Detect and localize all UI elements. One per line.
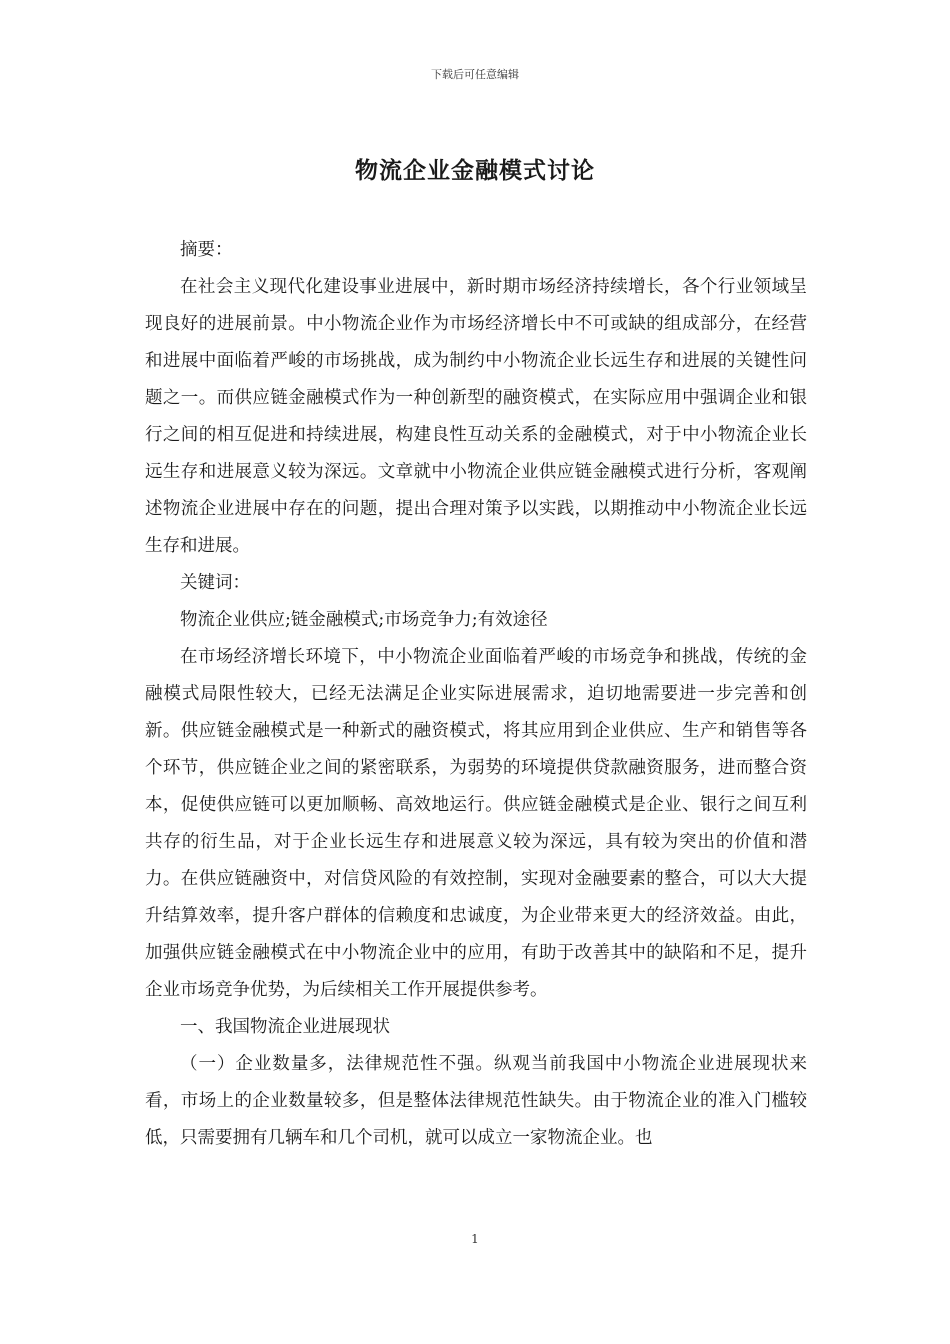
abstract-label: 摘要： xyxy=(180,240,233,260)
intro-paragraph: 在市场经济增长环境下，中小物流企业面临着严峻的市场竞争和挑战，传统的金融模式局限性较大，已经无法满足企业实际进展需求，迫切地需要进一步完善和创新。供应链金融模式是一种新式的融资模式，将其应用到企业供应、生产和销售等各个环节，供应链企业之间的紧密联系，为弱势的环境提供贷款融资服务，进而整合资本，促使供应链可以更加顺畅、高效地运行。供应链金融模式是企业、银行之间互利共存的衍生品，对于企业长远生存和进展意义较为深远，具有较为突出的价值和潜力。在供应链融资中，对信贷风险的有效控制，实现对金融要素的整合，可以大大提升结算效率，提升客户群体的信赖度和忠诚度，为企业带来更大的经济效益。由此，加强供应链金融模式在中小物流企业中的应用，有助于改善其中的缺陷和不足，提升企业市场竞争优势，为后续相关工作开展提供参考。 xyxy=(145,647,807,1000)
section-heading-1: 一、我国物流企业进展现状 xyxy=(180,1017,390,1037)
keywords-label: 关键词： xyxy=(180,573,250,593)
document-body xyxy=(145,232,807,1157)
document-title: 物流企业金融模式讨论 xyxy=(355,158,595,184)
header-note: 下载后可任意编辑 xyxy=(431,68,519,81)
section-paragraph-1: （一）企业数量多，法律规范性不强。纵观当前我国中小物流企业进展现状来看，市场上的企业数量较多，但是整体法律规范性缺失。由于物流企业的准入门槛较低，只需要拥有几辆车和几个司机，就可以成立一家物流企业。也 xyxy=(145,1054,807,1148)
keywords-list: 物流企业供应;链金融模式;市场竞争力;有效途径 xyxy=(180,610,548,630)
page-number: 1 xyxy=(471,1232,479,1246)
abstract-paragraph: 在社会主义现代化建设事业进展中，新时期市场经济持续增长，各个行业领域呈现良好的进展前景。中小物流企业作为市场经济增长中不可或缺的组成部分，在经营和进展中面临着严峻的市场挑战，成为制约中小物流企业长远生存和进展的关键性问题之一。而供应链金融模式作为一种创新型的融资模式，在实际应用中强调企业和银行之间的相互促进和持续进展，构建良性互动关系的金融模式，对于中小物流企业长远生存和进展意义较为深远。文章就中小物流企业供应链金融模式进行分析，客观阐述物流企业进展中存在的问题，提出合理对策予以实践，以期推动中小物流企业长远生存和进展。 xyxy=(145,277,807,556)
